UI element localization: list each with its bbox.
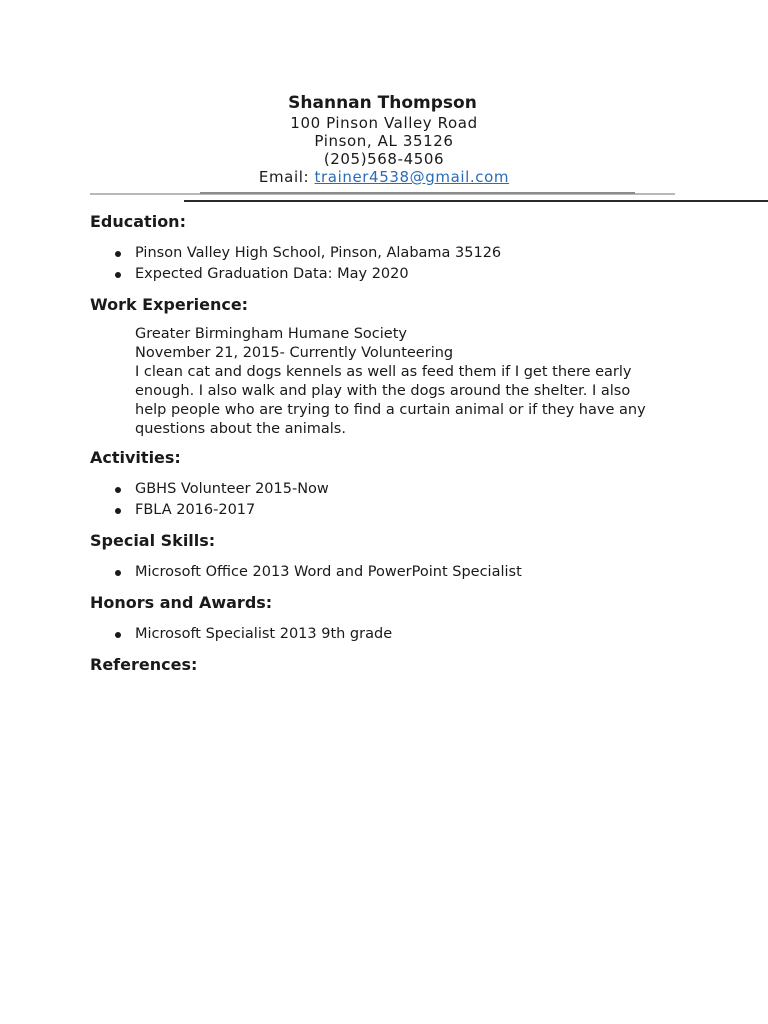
list-item-text: FBLA 2016-2017 — [135, 502, 256, 518]
list-item — [90, 243, 690, 264]
email-line — [0, 168, 768, 186]
email-link[interactable]: trainer4538@gmail.com — [314, 168, 510, 186]
activities-heading: Activities: — [90, 448, 181, 467]
bullet-icon — [115, 272, 121, 278]
bullet-icon — [115, 251, 121, 257]
education-list — [90, 243, 690, 285]
activities-list — [90, 479, 690, 521]
list-item-text: Microsoft Office 2013 Word and PowerPoint Specialist — [135, 564, 522, 580]
bullet-icon — [115, 508, 121, 514]
list-item-text: GBHS Volunteer 2015-Now — [135, 481, 329, 497]
list-item-text: Microsoft Specialist 2013 9th grade — [135, 626, 393, 642]
work-description-line: help people who are trying to find a curtain animal or if they have any — [135, 402, 646, 418]
list-item — [90, 264, 690, 285]
work-dates: November 21, 2015- Currently Volunteering — [135, 345, 454, 361]
education-heading: Education: — [90, 212, 186, 231]
header-divider-dark — [184, 200, 768, 202]
bullet-icon — [115, 632, 121, 638]
applicant-name: Shannan Thompson — [288, 93, 477, 113]
list-item — [90, 479, 690, 500]
work-experience-heading: Work Experience: — [90, 295, 249, 314]
phone-number: (205)568-4506 — [323, 150, 445, 168]
work-description-line: questions about the animals. — [135, 421, 346, 437]
header-divider-mid — [200, 192, 635, 194]
list-item — [90, 500, 690, 521]
city-state-zip: Pinson, AL 35126 — [314, 132, 454, 150]
honors-list — [90, 624, 690, 645]
street-address: 100 Pinson Valley Road — [290, 114, 478, 132]
references-heading: References: — [90, 655, 198, 674]
resume-body — [90, 211, 690, 676]
work-entry — [90, 325, 690, 439]
skills-list — [90, 562, 690, 583]
list-item — [90, 624, 690, 645]
work-description-line: I clean cat and dogs kennels as well as feed them if I get there early — [135, 364, 632, 380]
special-skills-heading: Special Skills: — [90, 531, 216, 550]
work-employer: Greater Birmingham Humane Society — [135, 326, 407, 342]
email-label: Email: — [258, 168, 310, 186]
honors-awards-heading: Honors and Awards: — [90, 593, 273, 612]
bullet-icon — [115, 570, 121, 576]
list-item — [90, 562, 690, 583]
resume-header — [0, 92, 768, 186]
work-description-line: enough. I also walk and play with the dogs around the shelter. I also — [135, 383, 631, 399]
list-item-text: Expected Graduation Data: May 2020 — [135, 266, 409, 282]
list-item-text: Pinson Valley High School, Pinson, Alabama 35126 — [135, 245, 502, 261]
bullet-icon — [115, 487, 121, 493]
